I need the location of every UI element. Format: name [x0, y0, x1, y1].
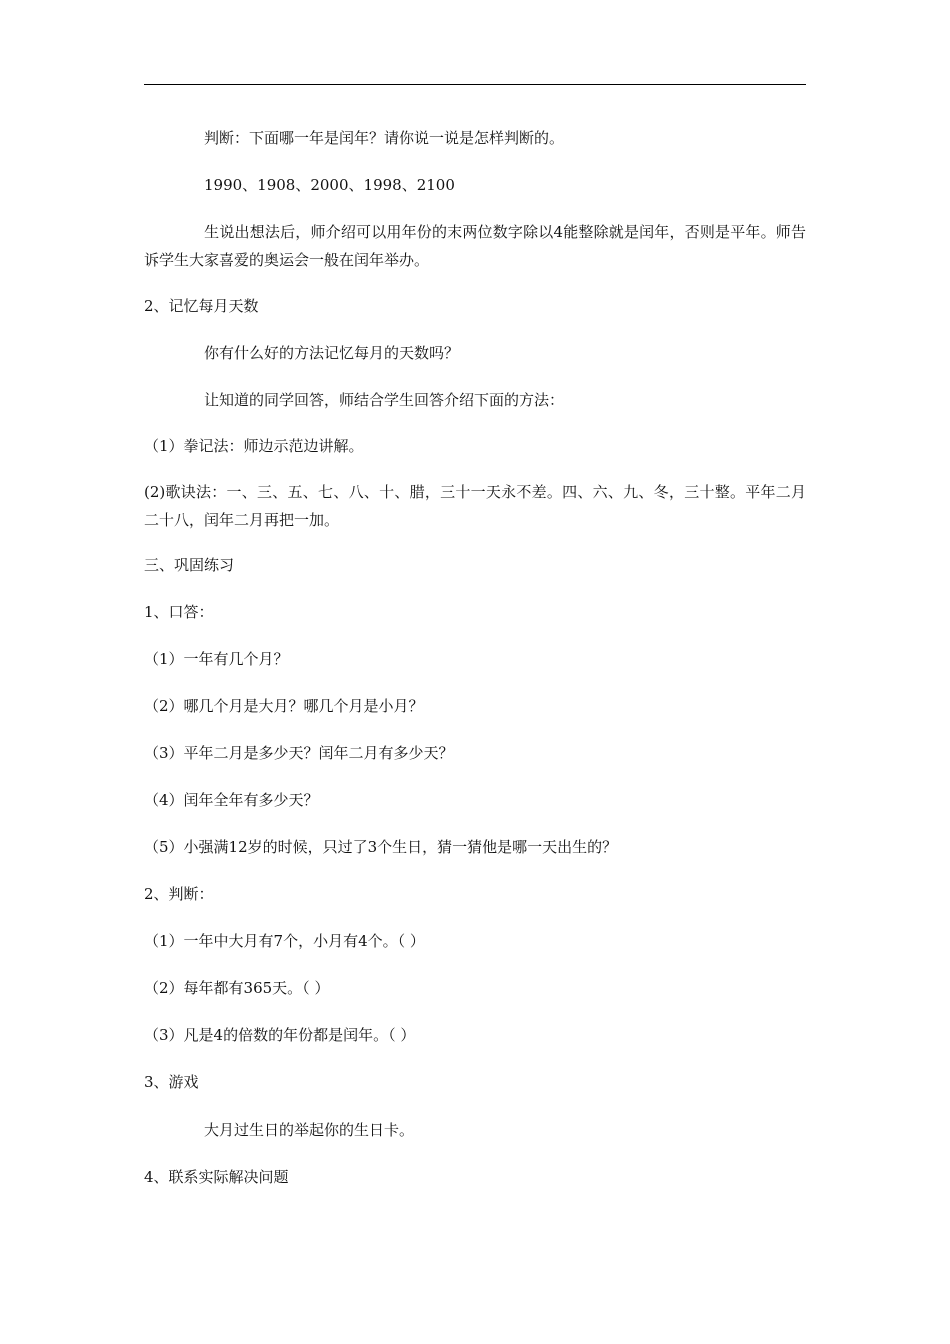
leap-year-question: 判断：下面哪一年是闰年？请你说一说是怎样判断的。 [204, 129, 565, 147]
question-5: （5）小强满12岁的时候，只过了3个生日，猜一猜他是哪一天出生的？ [144, 838, 618, 856]
question-4: （4）闰年全年有多少天？ [144, 791, 319, 809]
question-1: （1）一年有几个月？ [144, 650, 289, 668]
question-3: （3）平年二月是多少天？闰年二月有多少天？ [144, 744, 454, 762]
year-list: 1990、1908、2000、1998、2100 [204, 176, 455, 194]
section-heading-practice: 三、巩固练习 [144, 556, 235, 574]
section-heading-month-days: 2、记忆每月天数 [144, 297, 259, 315]
game-instruction: 大月过生日的举起你的生日卡。 [204, 1121, 415, 1139]
judgement-3: （3）凡是4的倍数的年份都是闰年。（ ） [144, 1026, 416, 1044]
judgement-2: （2）每年都有365天。（ ） [144, 979, 330, 997]
judgement-heading: 2、判断： [144, 885, 214, 903]
fist-method: （1）拳记法：师边示范边讲解。 [144, 437, 364, 455]
rhyme-method: (2)歌诀法：一、三、五、七、八、十、腊，三十一天永不差。四、六、九、冬，三十整。平年二月二十八，闰年二月再把一加。 [144, 483, 806, 529]
header-rule [144, 84, 806, 85]
teacher-intro-method: 让知道的同学回答，师结合学生回答介绍下面的方法： [204, 391, 565, 409]
real-life-problem-heading: 4、联系实际解决问题 [144, 1168, 289, 1186]
leap-year-explanation [144, 218, 806, 274]
oral-answer-heading: 1、口答： [144, 603, 214, 621]
question-2: （2）哪几个月是大月？哪几个月是小月？ [144, 697, 424, 715]
judgement-1: （1）一年中大月有7个，小月有4个。（ ） [144, 932, 425, 950]
game-heading: 3、游戏 [144, 1073, 199, 1091]
memory-method-question: 你有什么好的方法记忆每月的天数吗？ [204, 344, 460, 362]
leap-year-explanation-text: 生说出想法后，师介绍可以用年份的末两位数字除以4能整除就是闰年，否则是平年。师告诉学生大家喜爱的奥运会一般在闰年举办。 [144, 223, 806, 269]
